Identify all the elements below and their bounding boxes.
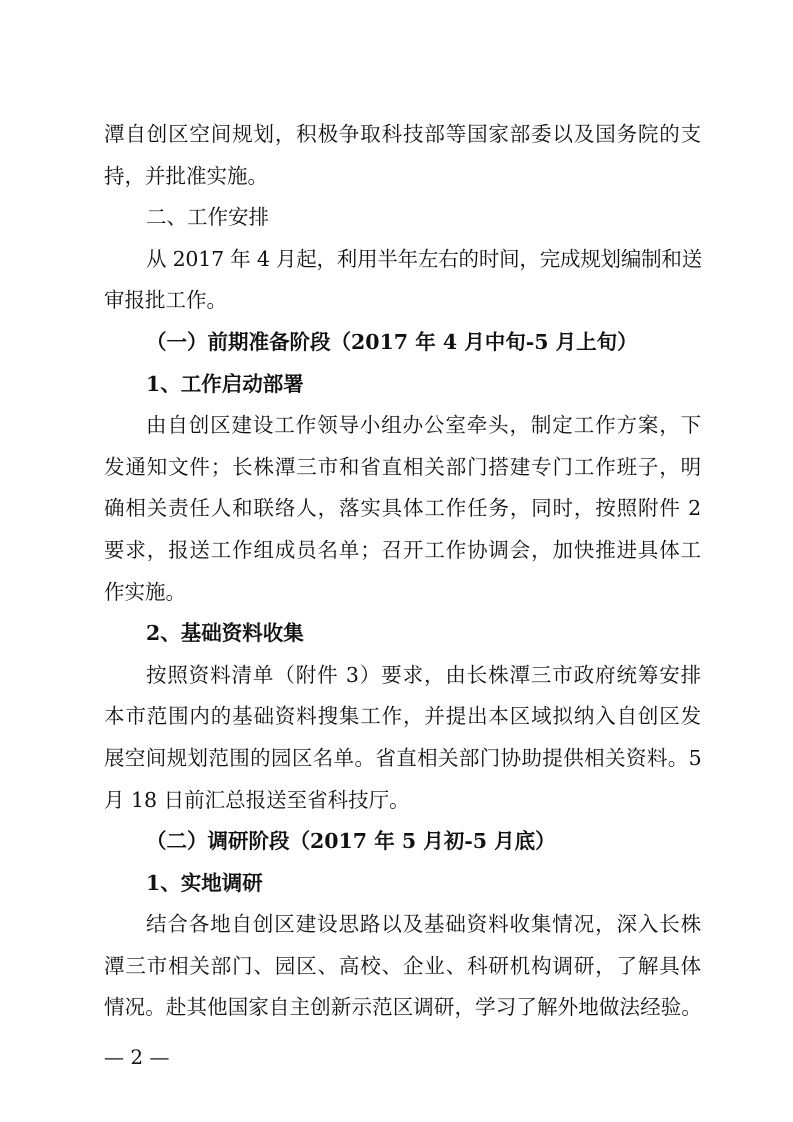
body-line: 月 18 日前汇总报送至省科技厅。 <box>104 787 410 812</box>
page-number: — 2 — <box>104 1045 170 1069</box>
item-heading: 1、实地调研 <box>146 870 263 895</box>
stage-heading: （二）调研阶段（2017 年 5 月初-5 月底） <box>146 829 556 854</box>
body-line: 从 2017 年 4 月起，利用半年左右的时间，完成规划编制和送 <box>146 246 702 271</box>
body-line: 持，并批准实施。 <box>104 163 268 188</box>
item-heading: 2、基础资料收集 <box>146 621 304 646</box>
body-line: 结合各地自创区建设思路以及基础资料收集情况，深入长株 <box>146 912 702 937</box>
body-line: 要求，报送工作组成员名单；召开工作协调会，加快推进具体工 <box>104 537 702 562</box>
item-heading: 1、工作启动部署 <box>146 371 304 396</box>
document-body <box>104 114 702 1029</box>
section-heading: 二、工作安排 <box>146 205 269 230</box>
body-line: 展空间规划范围的园区名单。省直相关部门协助提供相关资料。5 <box>104 745 702 770</box>
body-line: 发通知文件；长株潭三市和省直相关部门搭建专门工作班子，明 <box>104 454 702 479</box>
stage-heading: （一）前期准备阶段（2017 年 4 月中旬-5 月上旬） <box>146 329 638 354</box>
body-line: 由自创区建设工作领导小组办公室牵头，制定工作方案，下 <box>146 413 702 438</box>
body-line: 情况。赴其他国家自主创新示范区调研，学习了解外地做法经验。 <box>104 995 702 1020</box>
body-line: 审报批工作。 <box>104 288 227 313</box>
body-line: 确相关责任人和联络人，落实具体工作任务，同时，按照附件 2 <box>104 496 702 521</box>
body-line: 潭自创区空间规划，积极争取科技部等国家部委以及国务院的支 <box>104 122 702 146</box>
body-line: 作实施。 <box>104 579 186 604</box>
body-line: 按照资料清单（附件 3）要求，由长株潭三市政府统筹安排 <box>146 662 702 687</box>
body-line: 潭三市相关部门、园区、高校、企业、科研机构调研，了解具体 <box>104 953 702 978</box>
body-line: 本市范围内的基础资料搜集工作，并提出本区域拟纳入自创区发 <box>104 704 702 729</box>
